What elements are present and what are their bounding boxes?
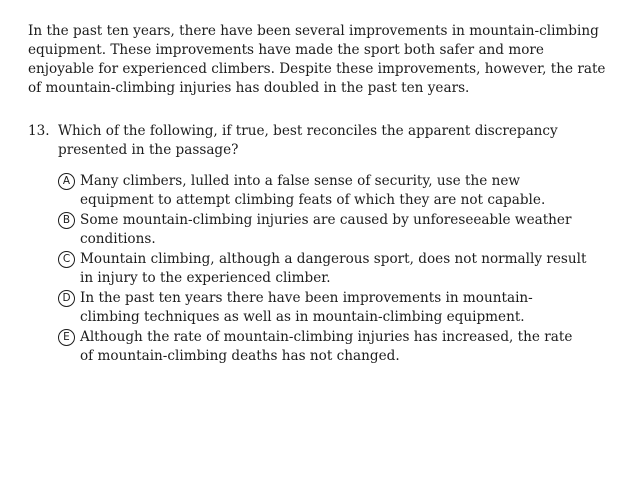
- answer-options: [58, 172, 588, 367]
- option-b-letter-icon[interactable]: B: [58, 212, 75, 229]
- option-c-text: Mountain climbing, although a dangerous sport, does not normally result in injury to the experienced climber.: [80, 251, 587, 286]
- question-number: 13.: [28, 123, 50, 139]
- option-e-text: Although the rate of mountain-climbing injuries has increased, the rate of mountain-climbing deaths has not changed.: [80, 329, 573, 364]
- option-d-letter-icon[interactable]: D: [58, 290, 75, 307]
- question-text: Which of the following, if true, best reconciles the apparent discrepancy presented in the passage?: [58, 123, 558, 158]
- option-e[interactable]: [58, 328, 588, 366]
- option-c-letter-icon[interactable]: C: [58, 251, 75, 268]
- option-b-text: Some mountain-climbing injuries are caused by unforeseeable weather conditions.: [80, 212, 572, 247]
- option-d[interactable]: [58, 289, 588, 327]
- option-b[interactable]: [58, 211, 588, 249]
- passage-text: In the past ten years, there have been several improvements in mountain-climbing equipment. These improvements have made the sport both safer and more enjoyable for experienced climbers. Despite these improvements, however, the rate of mountain-climbing injuries has doubled in the past ten years.: [28, 23, 606, 96]
- option-a-text: Many climbers, lulled into a false sense of security, use the new equipment to attempt climbing feats of which they are not capable.: [80, 173, 546, 208]
- question-block: [28, 122, 588, 160]
- option-a[interactable]: [58, 172, 588, 210]
- option-e-letter-icon[interactable]: E: [58, 329, 75, 346]
- option-c[interactable]: [58, 250, 588, 288]
- option-d-text: In the past ten years there have been improvements in mountain-climbing techniques as well as in mountain-climbing equipment.: [80, 290, 533, 325]
- option-a-letter-icon[interactable]: A: [58, 173, 75, 190]
- question-stem: [28, 122, 588, 160]
